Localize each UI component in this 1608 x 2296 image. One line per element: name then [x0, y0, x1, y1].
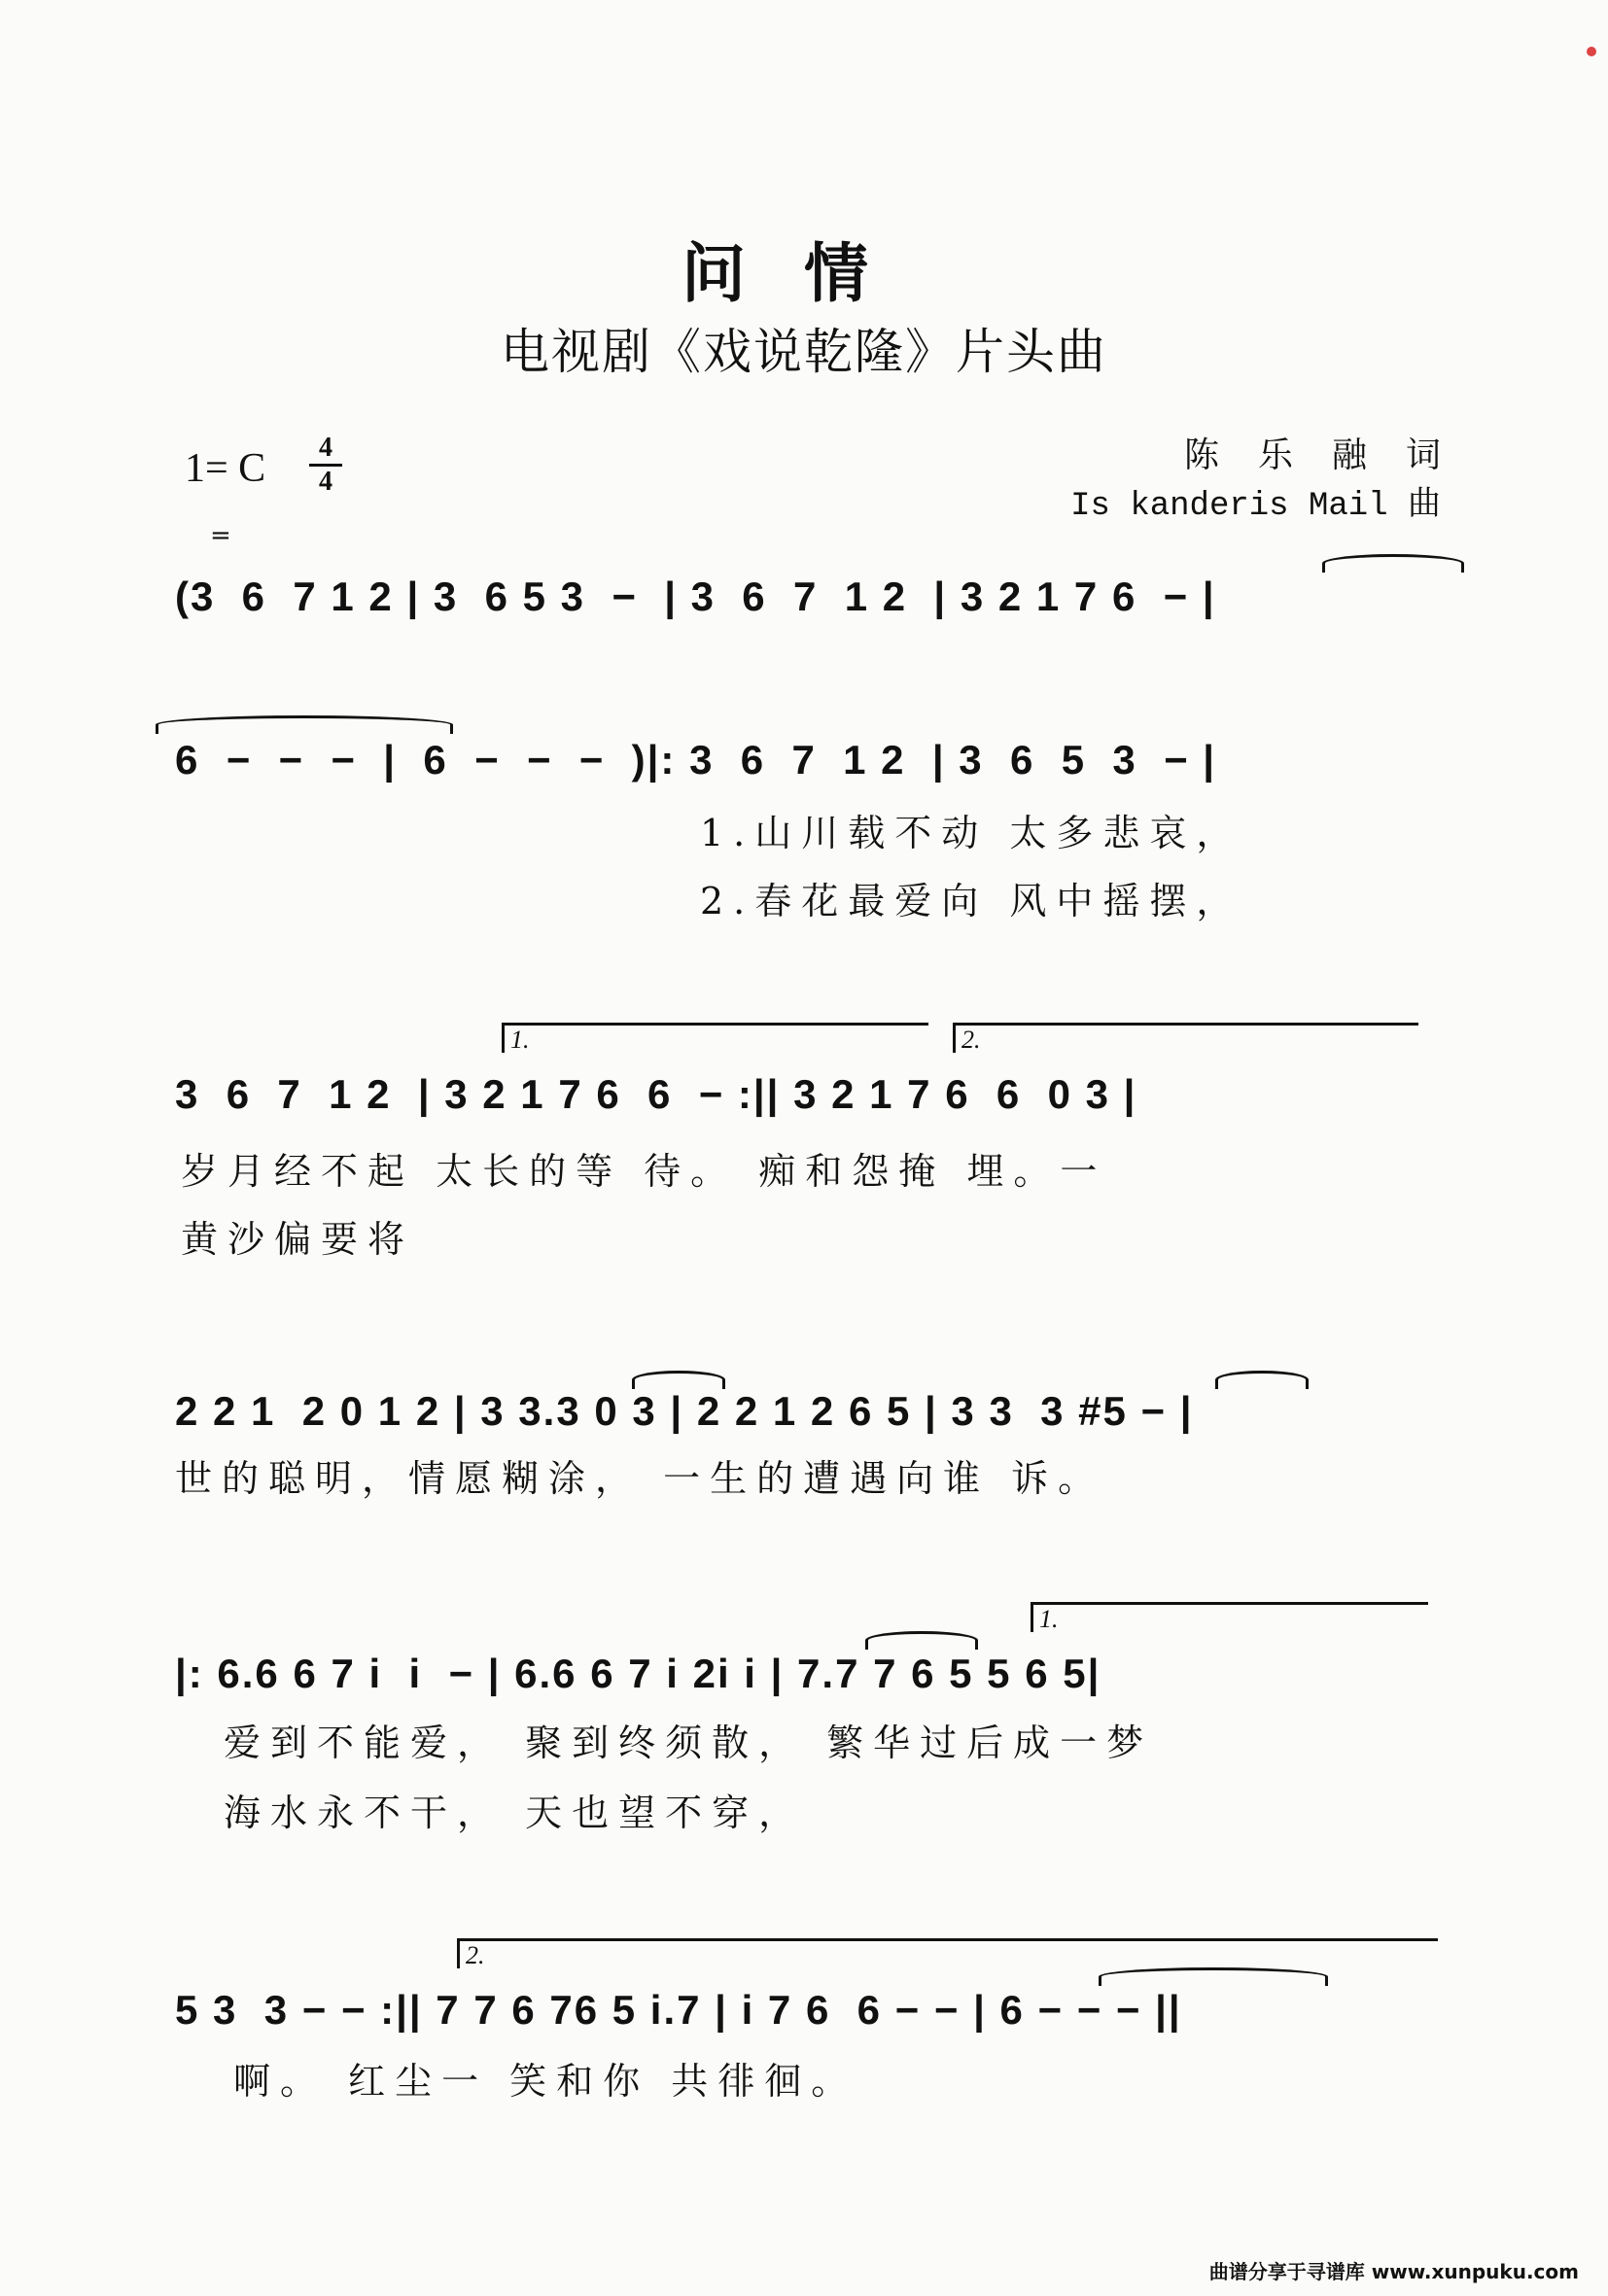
score-row-1 [175, 574, 1439, 661]
meter-top: 4 [319, 433, 332, 463]
lyric-verse-1: 爱到不能爱， 聚到终须散， 繁华过后成一梦 [224, 1722, 1154, 1764]
notes-line: |: 6.6 6 7 i i − | 6.6 6 7 i 2i i | 7.7 7 6 5 5 6 5| [175, 1651, 1101, 1696]
slur-arc [865, 1631, 978, 1650]
time-signature [309, 434, 342, 497]
score-row-2 [175, 737, 1439, 922]
notes-line: 6 − − − | 6 − − − )|: 3 6 7 1 2 | 3 6 5 3 − | [175, 737, 1217, 783]
watermark-footer: 曲谱分享于寻谱库 www.xunpuku.com [1208, 2260, 1579, 2283]
song-title: 问情 [682, 235, 926, 311]
lyric-verse-2: 海水永不干， 天也望不穿， [224, 1792, 806, 1834]
lyric-verse-1: 啊。 红尘一 笑和你 共徘徊。 [233, 2060, 858, 2103]
lyric-verse-1: 世的聪明，情愿糊涂， 一生的遭遇向谁 诉。 [175, 1457, 1105, 1500]
lyric-verse-1: 岁月经不起 太长的等 待。 痴和怨掩 埋。一 [181, 1150, 1107, 1193]
lyric-verse-2: 2.春花最爱向 风中摇摆， [700, 880, 1243, 922]
tie-arc [632, 1371, 725, 1389]
score-row-5 [175, 1605, 1439, 1834]
score-row-3 [175, 1026, 1439, 1261]
key-signature: 1= C [185, 446, 266, 491]
scan-mark [1587, 47, 1596, 56]
volta-ending-1: 1. [1031, 1602, 1428, 1632]
song-subtitle: 电视剧《戏说乾隆》片头曲 [501, 324, 1107, 380]
volta-ending-1: 1. [502, 1023, 928, 1053]
tie-arc [1322, 554, 1464, 573]
tie-arc [1099, 1967, 1328, 1986]
lyric-verse-2: 黄沙偏要将 [181, 1218, 415, 1261]
lyric-verse-1: 1.山川载不动 太多悲哀， [700, 812, 1243, 854]
score-row-4 [175, 1388, 1439, 1500]
tie-arc [1215, 1371, 1309, 1389]
meter-bottom: 4 [319, 467, 332, 497]
notes-line: 5 3 3 − − :|| 7 7 6 76 5 i.7 | i 7 6 6 − − | 6 − − − || [175, 1987, 1182, 2033]
volta-ending-2: 2. [457, 1938, 1438, 1968]
tempo-mark: = [210, 521, 231, 550]
notes-line: (3 6 7 1 2 | 3 6 5 3 − | 3 6 7 1 2 | 3 2 1 7 6 − | [175, 574, 1216, 619]
notes-line: 2 2 1 2 0 1 2 | 3 3.3 0 3 | 2 2 1 2 6 5 | 3 3 3 #5 − | [175, 1388, 1194, 1434]
lyricist-credit: 陈乐融词 [1183, 435, 1480, 475]
tie-arc [156, 715, 453, 734]
composer-credit: Is kanderis Mail 曲 [1070, 488, 1441, 525]
volta-ending-2: 2. [953, 1023, 1418, 1053]
score-row-6 [175, 1941, 1439, 2103]
notes-line: 3 6 7 1 2 | 3 2 1 7 6 6 − :|| 3 2 1 7 6 6 0 3 | [175, 1071, 1137, 1117]
